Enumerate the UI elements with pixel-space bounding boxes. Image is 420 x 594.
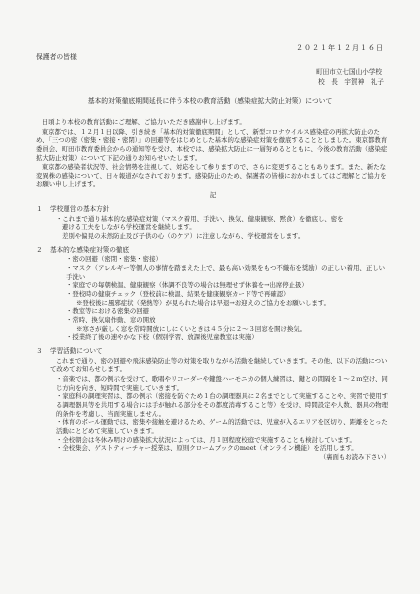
section-title-text: 学校運営の基本方針: [50, 204, 110, 213]
section-3-title: [36, 347, 390, 356]
list-item: ・全校朝会は冬休み明けの感染拡大状況によっては、月１回程度校庭で実施することも検討しています。: [56, 435, 356, 444]
issue-date: ２０２１年１２月１６日: [296, 44, 384, 52]
section-3-list: [36, 375, 390, 461]
section-number: １: [36, 204, 43, 213]
ki-heading: 記: [209, 191, 217, 200]
list-item: ・全校集会、ゲストティーチャー授業は、原則クロームブックのmeet（オンライン機能）を活用します。: [56, 444, 358, 453]
list-item: ・常時、換気扇作動、窓の開放: [66, 315, 156, 324]
section-1-title: [36, 205, 390, 214]
list-item: ・密の回避（密閉・密集・密接）: [66, 255, 162, 264]
section-title-text: 基本的な感染症対策の徹底: [50, 245, 130, 254]
principal-name: 校 長 宇賀神 礼子: [318, 78, 384, 86]
list-item: ・登校時の健康チェック（登校前に検温、結果を健康観察カード等で再確認）: [66, 290, 290, 299]
list-item: ・授業終了後の速やかな下校（個別学習、放課後児童教室は実施）: [66, 333, 258, 342]
section-3-lead: これまで通り、密の回避や飛沫感染防止等の対策を取りながら活動を継続していきます。その他、以下の活動について改めてお知らせします。: [50, 356, 388, 374]
list-item: ・教室等における密集の回避: [66, 307, 150, 316]
list-item: ・家庭科の調理実習は、都の例示（密接を防ぐため１台の調理器具に２名までとして実施することや、実習で使用する調理器具等を共用する場合には手が触れる部分をその都度消毒すること等）を受け、時間設定や人数、器具の物理的条件を考慮し、当面実施しません。: [56, 392, 389, 418]
list-item: ・家庭での毎朝検温、健康観察（体調不良等の場合は無理せず休養を→出席停止扱）: [66, 281, 308, 290]
list-item: ・これまで通り基本的な感染症対策（マスク着用、手洗い、換気、健康観察、黙食）を徹底し、密を: [56, 214, 344, 223]
document-body: [36, 118, 390, 461]
intro-paragraph: 東京都では、１２月１日以降、引き続き「基本的対策徹底期間」として、新型コロナウイルス感染症の再拡大防止のため、「三つの密（密集・密接・密閉）」の回避等をはじめとした基本的な感染症対策を徹底することとしました。東京都教育委員会、町田市教育委員会からの通知等を受け、本校では、感染拡大防止に一層努めるとともに、今後の教育活動（感染症拡大防止対策）について下記の通りお知らせいたします。: [36, 127, 388, 162]
list-item: ・体育のボール運動では、密集や接触を避けるため、ゲーム的活動では、児童が入るエリアを区切り、距離をとった活動にとどめて実施していきます。: [56, 418, 388, 435]
section-number: ２: [36, 245, 43, 254]
recipient: 保護者の皆様: [36, 53, 77, 61]
turn-over-note: （裏面もお読み下さい）: [319, 452, 390, 461]
list-item: ・マスク（アレルギー等個人の事情を踏まえた上で、最も高い効果をもつ不織布を奨励）の正しい着用、正しい手洗い: [66, 264, 385, 281]
section-number: ３: [36, 346, 43, 355]
list-item: 避ける工夫をしながら学校運営を継続します。: [62, 223, 196, 232]
list-item: ・音楽では、都の例示を受けて、歌唱やリコーダーや鍵盤ハーモニカの個人練習は、鍵との間隔を１～２ｍ空け、同じ方向を向き、短時間で実施していきます。: [56, 375, 388, 392]
section-1-list: [36, 215, 390, 241]
intro-paragraph: 東京都の感染者状況等、社会情勢を注視して、対応をして参りますので、さらに変更することもあります。また、新たな変異株の感染について、日々報道がなされております。感染防止のため、保護者の皆様におかれましてはご理解とご協力をお願い申し上げます。: [36, 163, 387, 189]
document-title: 基本的対策徹底期間延長に伴う本校の教育活動（感染症拡大防止対策）について: [87, 97, 333, 105]
intro-paragraph: 日頃より本校の教育活動にご理解、ご協力いただき感謝申し上げます。: [41, 118, 246, 126]
school-name: 町田市立七国山小学校: [316, 68, 382, 76]
section-title-text: 学習活動について: [50, 346, 103, 355]
list-item: 差別や偏見の未然防止及び子供の心（のケア）に注意しながら、学校運営をします。: [62, 231, 305, 240]
section-2-list: [36, 255, 390, 341]
section-2-title: [36, 246, 390, 255]
list-item: ※寒さが厳しく窓を常時開放にしにくいときは４５分に２～３回窓を開け換気。: [76, 324, 307, 333]
list-item: ※登校後に風邪症状（発熱等）が見られた場合は早退→お迎えのご協力をお願いします。: [76, 298, 331, 307]
